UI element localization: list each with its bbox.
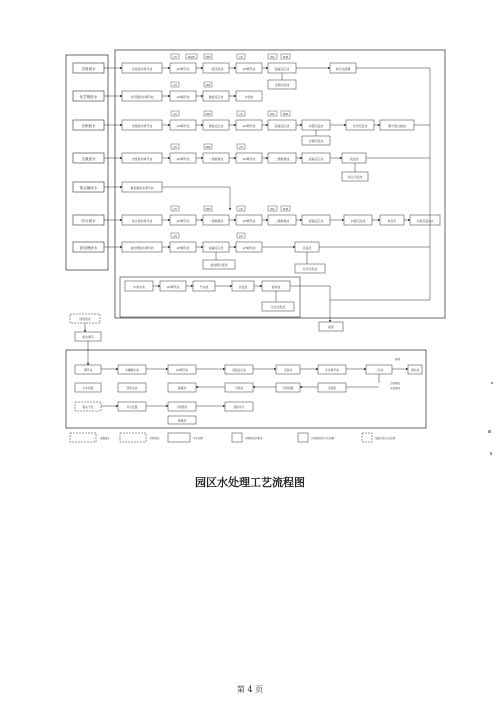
svg-text:pH: pH (173, 234, 177, 238)
svg-text:回用废水: 回用废水 (150, 437, 161, 440)
scan-mark (488, 430, 491, 433)
svg-text:中水回用: 中水回用 (193, 437, 204, 440)
svg-text:pH: pH (239, 112, 243, 116)
svg-text:压滤机: 压滤机 (327, 386, 337, 390)
svg-text:破络反应池: 破络反应池 (208, 124, 224, 128)
svg-text:泥饼外运: 泥饼外运 (233, 405, 245, 409)
svg-text:前处理污泥池: 前处理污泥池 (210, 263, 228, 267)
svg-text:一级破氰池: 一级破氰池 (208, 157, 224, 161)
svg-text:pH调节池: pH调节池 (176, 246, 190, 250)
svg-text:生化调节池: 生化调节池 (325, 368, 339, 372)
svg-text:pH: pH (173, 207, 177, 211)
svg-text:含铜污泥池: 含铜污泥池 (274, 83, 290, 87)
svg-text:混凝反应池: 混凝反应池 (308, 219, 324, 223)
svg-text:外运处置: 外运处置 (126, 405, 138, 409)
svg-text:沉淀池: 沉淀池 (302, 246, 312, 250)
svg-text:混凝反应池: 混凝反应池 (232, 368, 246, 372)
svg-text:化学沉淀池: 化学沉淀池 (352, 124, 368, 128)
svg-text:二级破氰池: 二级破氰池 (274, 219, 290, 223)
svg-text:pH: pH (173, 55, 177, 59)
svg-text:气浮池: 气浮池 (199, 285, 209, 289)
process-row-copper (104, 120, 430, 145)
svg-text:ORP: ORP (205, 55, 211, 59)
collector-box (319, 322, 343, 331)
svg-text:pH调节池: pH调节池 (242, 246, 256, 250)
svg-text:PAC: PAC (270, 112, 275, 116)
svg-text:重金属废水调节池: 重金属废水调节池 (130, 186, 154, 190)
svg-text:调节池: 调节池 (83, 368, 93, 372)
page-number: 第 4 页 (236, 685, 264, 694)
svg-text:pH调节池: pH调节池 (242, 219, 256, 223)
svg-text:混凝反应池: 混凝反应池 (308, 157, 324, 161)
svg-text:pH: pH (173, 83, 177, 87)
svg-text:pH调节池: pH调节池 (242, 157, 256, 161)
process-row-reuse (125, 281, 330, 311)
svg-text:回用水池: 回用水池 (126, 386, 138, 390)
source-boxes (73, 63, 104, 252)
svg-text:pH调节池: pH调节池 (176, 95, 190, 99)
svg-text:膜分离过滤池: 膜分离过滤池 (388, 124, 406, 128)
svg-text:综合废水调节池: 综合废水调节池 (131, 219, 153, 223)
svg-text:中间水池: 中间水池 (133, 285, 145, 289)
svg-text:pH调节池: pH调节池 (166, 285, 180, 289)
svg-text:市政管网: 市政管网 (390, 387, 401, 390)
svg-text:ORP: ORP (205, 112, 211, 116)
svg-text:PAM: PAM (283, 55, 288, 59)
svg-text:一级破氰池: 一级破氰池 (208, 219, 224, 223)
svg-text:pH: pH (173, 112, 177, 116)
svg-text:pH: pH (239, 145, 243, 149)
svg-text:脱水干化: 脱水干化 (82, 405, 94, 409)
svg-text:缺氧池: 缺氧池 (177, 386, 187, 390)
svg-text:水解酸化池: 水解酸化池 (125, 368, 139, 372)
svg-text:斜管沉淀池2: 斜管沉淀池2 (416, 219, 434, 223)
source-label: 含铬废水 (81, 67, 96, 71)
svg-text:pH调节池: pH调节池 (242, 124, 256, 128)
svg-text:pH调节池: pH调节池 (176, 368, 188, 372)
lower-third-row (75, 402, 253, 424)
svg-text:污泥池: 污泥池 (234, 386, 244, 390)
source-label: 化学镍废水 (79, 95, 98, 99)
svg-text:pH: pH (239, 207, 243, 211)
svg-text:PAM: PAM (283, 112, 288, 116)
svg-text:废水调节: 废水调节 (82, 335, 94, 339)
svg-text:接管: 接管 (395, 358, 401, 361)
svg-text:二沉池: 二沉池 (374, 368, 384, 372)
svg-text:沉淀池: 沉淀池 (349, 157, 359, 161)
scan-mark (490, 452, 492, 455)
svg-text:初期雨水收集池: 初期雨水收集池 (245, 437, 263, 440)
svg-text:生化污泥池: 生化污泥池 (270, 305, 286, 309)
svg-text:出水检测: 出水检测 (82, 386, 94, 390)
source-label: 前处理废水 (79, 246, 98, 250)
svg-text:接管: 接管 (328, 325, 334, 329)
source-label: 重金属废水 (79, 186, 98, 190)
scan-mark (491, 382, 493, 384)
svg-text:pH调节池: pH调节池 (242, 67, 256, 71)
svg-text:电化学: 电化学 (387, 219, 397, 223)
svg-text:污泥浓缩: 污泥浓缩 (282, 386, 294, 390)
figure-caption: 园区水处理工艺流程图 (195, 476, 305, 489)
svg-text:PAC: PAC (270, 55, 275, 59)
svg-text:达标排放: 达标排放 (390, 382, 401, 385)
svg-text:混凝反应池: 混凝反应池 (208, 246, 224, 250)
svg-text:pH调节池: pH调节池 (176, 124, 190, 128)
svg-text:PAC: PAC (270, 207, 275, 211)
svg-text:含氰废水调节池: 含氰废水调节池 (131, 157, 153, 161)
svg-text:pH: pH (239, 234, 243, 238)
svg-text:回用废水: 回用废水 (79, 317, 91, 321)
source-label: 综合废水 (81, 219, 96, 223)
svg-text:中和池: 中和池 (244, 95, 254, 99)
svg-text:混凝反应池: 混凝反应池 (274, 67, 290, 71)
svg-text:二级破氰池: 二级破氰池 (274, 157, 290, 161)
svg-text:达标排放至污水处理厂: 达标排放至污水处理厂 (311, 437, 337, 440)
svg-text:ORP: ORP (205, 83, 211, 87)
svg-text:浓缩污泥外运处理: 浓缩污泥外运处理 (375, 437, 396, 440)
svg-text:斜管沉淀池: 斜管沉淀池 (350, 219, 366, 223)
svg-text:沉淀池: 沉淀池 (283, 368, 293, 372)
svg-text:含镍污泥池: 含镍污泥池 (308, 139, 324, 143)
svg-text:污泥暂存: 污泥暂存 (176, 405, 188, 409)
source-label: 含铜废水 (81, 124, 96, 128)
svg-text:沉淀池: 沉淀池 (238, 285, 248, 289)
svg-text:破络反应池: 破络反应池 (208, 95, 224, 99)
process-row-cyanide (104, 153, 430, 181)
svg-text:pH调节池: pH调节池 (176, 219, 190, 223)
svg-text:滤布池: 滤布池 (271, 285, 281, 289)
svg-text:NaOH: NaOH (188, 55, 195, 59)
svg-text:化学污泥池: 化学污泥池 (302, 267, 318, 271)
svg-text:混凝反应池: 混凝反应池 (274, 124, 290, 128)
svg-text:pH: pH (239, 55, 243, 59)
svg-text:pH: pH (173, 145, 177, 149)
svg-text:pH调节池: pH调节池 (176, 157, 190, 161)
svg-text:含铬废水调节池: 含铬废水调节池 (131, 67, 153, 71)
svg-text:电镀废水: 电镀废水 (100, 437, 111, 440)
svg-text:斜管沉淀池: 斜管沉淀池 (308, 124, 324, 128)
process-row-chromium (104, 63, 430, 89)
svg-text:PAM: PAM (283, 207, 288, 211)
upper-section-frame (115, 50, 445, 318)
svg-text:清水池: 清水池 (410, 368, 420, 372)
svg-text:含铜废水调节池: 含铜废水调节池 (131, 124, 153, 128)
svg-text:缺氧池: 缺氧池 (177, 418, 187, 423)
svg-text:pH调节池: pH调节池 (176, 67, 190, 71)
svg-text:前处理废水调节池: 前处理废水调节池 (130, 246, 154, 250)
svg-text:化学镍废水调节池: 化学镍废水调节池 (130, 95, 154, 99)
source-label: 含氰废水 (81, 157, 96, 161)
svg-text:综合污泥池: 综合污泥池 (347, 175, 363, 179)
svg-text:一级还原池: 一级还原池 (208, 67, 224, 71)
right-collector (330, 68, 430, 322)
svg-text:ORP: ORP (205, 207, 211, 211)
svg-text:ORP: ORP (205, 145, 211, 149)
svg-text:板式过滤器: 板式过滤器 (335, 67, 351, 71)
